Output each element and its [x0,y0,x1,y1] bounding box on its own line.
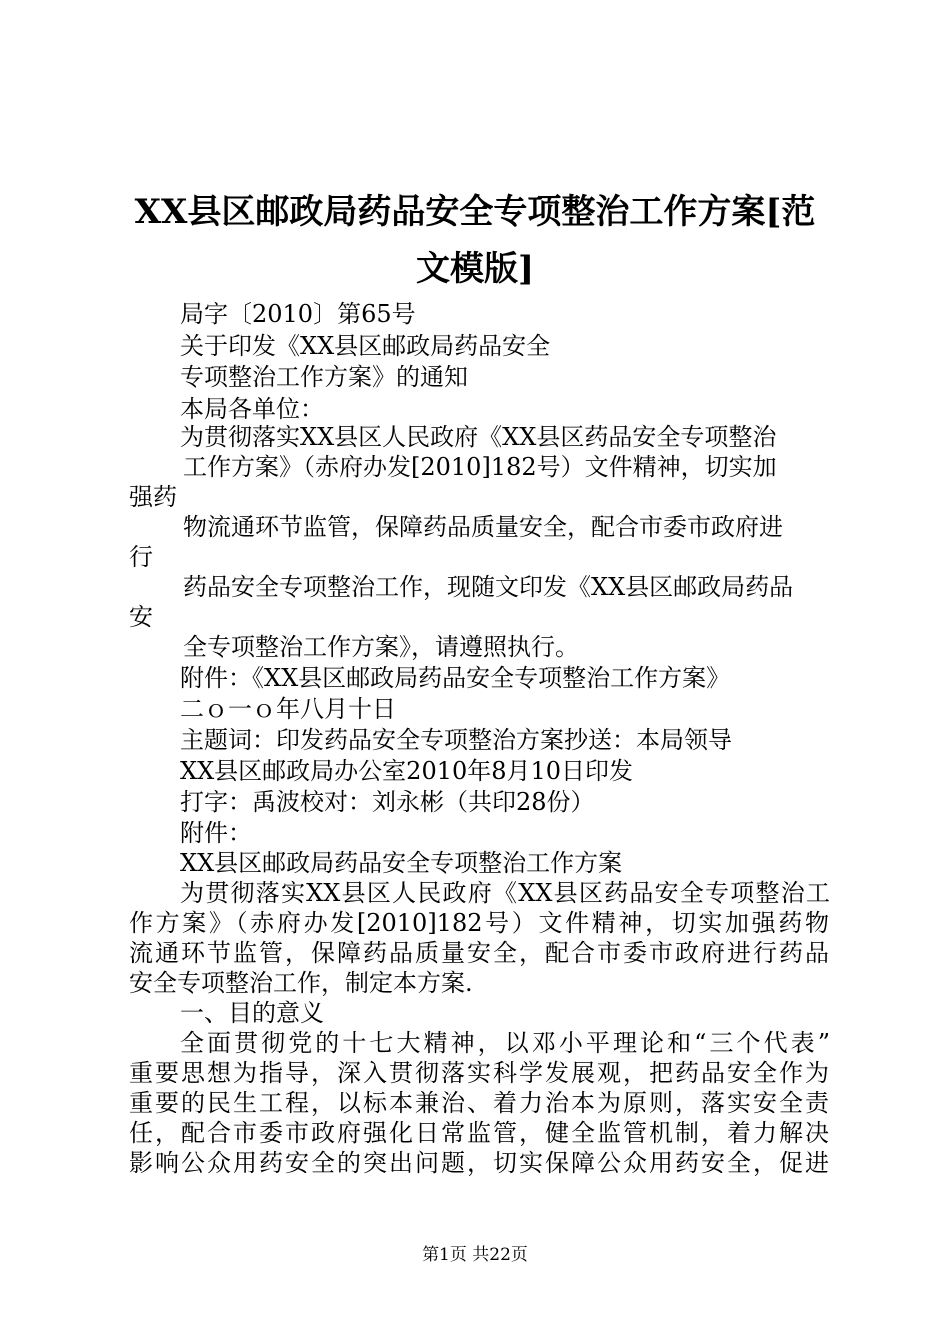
attachment-title: XX县区邮政局药品安全专项整治工作方案 [180,849,623,877]
body-line: 影响公众用药安全的突出问题，切实保障公众用药安全，促进 [129,1149,829,1177]
date-line: 二ｏ一ｏ年八月十日 [180,695,396,723]
body-line: 行 [129,543,153,571]
section-heading: 一、目的意义 [180,999,324,1027]
body-line: 强药 [129,483,177,511]
body-line: 作方案》（赤府办发[2010]182号）文件精神，切实加强药物 [129,909,829,937]
body-line: 药品安全专项整治工作，现随文印发《XX县区邮政局药品 [183,573,794,601]
body-line: 物流通环节监管，保障药品质量安全，配合市委市政府进 [183,513,783,541]
body-line: 为贯彻落实XX县区人民政府《XX县区药品安全专项整治工 [180,879,830,907]
body-line: 重要思想为指导，深入贯彻落实科学发展观，把药品安全作为 [129,1059,829,1087]
attachment-line: 附件：《XX县区邮政局药品安全专项整治工作方案》 [180,664,731,692]
body-line: 安全专项整治工作，制定本方案. [129,969,473,997]
body-line: 任，配合市委市政府强化日常监管，健全监管机制，着力解决 [129,1119,829,1147]
document-title-line1: XX县区邮政局药品安全专项整治工作方案[范 [134,192,816,232]
body-line: 全面贯彻党的十七大精神，以邓小平理论和“三个代表” [180,1029,830,1057]
document-title-line2: 文模版] [415,249,535,289]
body-line: 工作方案》（赤府办发[2010]182号）文件精神，切实加 [183,453,777,481]
body-line: 全专项整治工作方案》，请遵照执行。 [183,633,579,661]
typist-line: 打字：禹波校对：刘永彬（共印28份） [180,788,595,816]
notice-title-line1: 关于印发《XX县区邮政局药品安全 [180,332,551,360]
doc-number: 局字〔2010〕第65号 [180,300,416,328]
body-line: 重要的民生工程，以标本兼治、着力治本为原则，落实安全责 [129,1089,829,1117]
page-footer: 第1页 共22页 [422,1245,528,1265]
subject-line: 主题词：印发药品安全专项整治方案抄送：本局领导 [180,726,732,754]
salutation: 本局各单位： [180,395,324,423]
attachment-label: 附件： [180,819,252,847]
body-line: 流通环节监管，保障药品质量安全，配合市委市政府进行药品 [129,939,829,967]
body-line: 安 [129,603,153,631]
notice-title-line2: 专项整治工作方案》的通知 [180,363,468,391]
body-line: 为贯彻落实XX县区人民政府《XX县区药品安全专项整治 [180,423,777,451]
issuer-line: XX县区邮政局办公室2010年8月10日印发 [180,757,634,785]
